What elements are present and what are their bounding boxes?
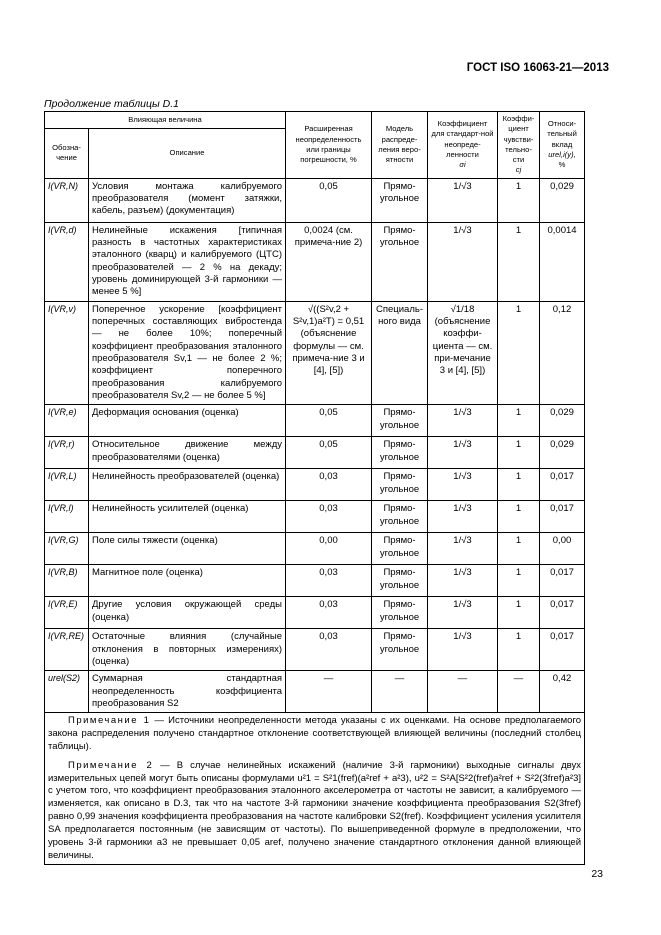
table-row [45,469,585,501]
table-row [45,437,585,469]
row-description: Поле силы тяжести (оценка) [89,533,286,565]
row-contribution: 0,017 [540,565,585,597]
row-contribution: 0,017 [540,597,585,629]
row-sensitivity: 1 [498,301,540,405]
row-uncertainty: 0,03 [286,629,372,671]
row-coefficient: √1/18 (объяснение коэффи-циента — см. при-мечание 3 и [4], [5]) [428,301,498,405]
header-contribution: Относи-тельный вклад urel,i(y), % [540,112,585,179]
row-model: Прямо-угольное [372,597,428,629]
notes-block [45,713,585,865]
row-coefficient: 1/√3 [428,597,498,629]
row-model: Прямо-угольное [372,437,428,469]
row-model: — [372,671,428,713]
row-symbol: I(VR,L) [45,469,89,501]
row-contribution: 0,017 [540,469,585,501]
row-model: Прямо-угольное [372,178,428,222]
row-description: Деформация основания (оценка) [89,405,286,437]
row-contribution: 0,017 [540,629,585,671]
table-row [45,178,585,222]
row-description: Нелинейность усилителей (оценка) [89,501,286,533]
header-sensitivity: Коэффи-циент чувстви-тельно-сти cj [498,112,540,179]
document-id: ГОСТ ISO 16063-21—2013 [466,62,609,74]
row-uncertainty: √((S²v,2 + S²v,1)a²T) = 0,51 (объяснение формулы — см. примеча-ние 3 и [4], [5]) [286,301,372,405]
row-symbol: urel(S2) [45,671,89,713]
row-coefficient: 1/√3 [428,437,498,469]
row-coefficient: 1/√3 [428,222,498,301]
row-sensitivity: 1 [498,501,540,533]
row-contribution: 0,029 [540,178,585,222]
row-symbol: I(VR,B) [45,565,89,597]
header-coef-std: Коэффициент для стандарт-ной неопреде-ленности σi [428,112,498,179]
row-uncertainty: 0,03 [286,597,372,629]
row-description: Нелинейные искажения [типичная разность в частотных характеристиках эталонного (кварц) и калибруемого (ЦТС) преобразователей — 2 % на декаду; уровень доминирующей 3-й гармоники — менее 5 %] [89,222,286,301]
row-model: Прямо-угольное [372,629,428,671]
row-coefficient: — [428,671,498,713]
row-uncertainty: 0,0024 (см. примеча-ние 2) [286,222,372,301]
table-row [45,629,585,671]
row-contribution: 0,017 [540,501,585,533]
header-symbol: Обозна-чение [45,129,89,178]
uncertainty-table [44,111,585,865]
row-sensitivity: 1 [498,437,540,469]
table-row [45,533,585,565]
row-symbol: I(VR,v) [45,301,89,405]
row-description: Суммарная стандартная неопределенность коэффициента преобразования S2 [89,671,286,713]
row-coefficient: 1/√3 [428,501,498,533]
row-uncertainty: 0,03 [286,565,372,597]
row-sensitivity: 1 [498,178,540,222]
row-coefficient: 1/√3 [428,405,498,437]
header-influence: Влияющая величина [45,112,286,129]
row-contribution: 0,0014 [540,222,585,301]
row-model: Прямо-угольное [372,469,428,501]
row-symbol: I(VR,l) [45,501,89,533]
row-model: Прямо-угольное [372,501,428,533]
row-contribution: 0,029 [540,405,585,437]
row-model: Прямо-угольное [372,222,428,301]
row-symbol: I(VR,r) [45,437,89,469]
row-uncertainty: 0,05 [286,405,372,437]
row-symbol: I(VR,RE) [45,629,89,671]
row-sensitivity: — [498,671,540,713]
table-row [45,405,585,437]
row-contribution: 0,00 [540,533,585,565]
note-1: Примечание 1 — Источники неопределенности метода указаны с их оценками. На основе предполагаемого закона распределения получено стандартное отклонение соответствующей влияющей величины (последний столбец таблицы). [48,715,582,752]
row-model: Прямо-угольное [372,533,428,565]
row-sensitivity: 1 [498,629,540,671]
row-coefficient: 1/√3 [428,469,498,501]
row-uncertainty: 0,03 [286,501,372,533]
row-description: Поперечное ускорение [коэффициент поперечных составляющих вибростенда — не более 10%; поперечный коэффициент преобразования эталонного преобразователя Sv,1 — не более 2 %; коэффициент поперечного преобразования калибруемого преобразователя Sv,2 — не более 5 %] [89,301,286,405]
row-description: Остаточные влияния (случайные отклонения в повторных измерениях) (оценка) [89,629,286,671]
header-uncertainty: Расширенная неопределенность или границы погрешности, % [286,112,372,179]
row-coefficient: 1/√3 [428,178,498,222]
row-sensitivity: 1 [498,405,540,437]
row-model: Прямо-угольное [372,565,428,597]
header-model: Модель распреде-ления веро-ятности [372,112,428,179]
row-uncertainty: 0,05 [286,437,372,469]
row-contribution: 0,029 [540,437,585,469]
row-symbol: I(VR,N) [45,178,89,222]
row-description: Другие условия окружающей среды (оценка) [89,597,286,629]
table-row [45,301,585,405]
row-uncertainty: 0,00 [286,533,372,565]
table-row [45,565,585,597]
row-coefficient: 1/√3 [428,533,498,565]
row-sensitivity: 1 [498,565,540,597]
table-row [45,222,585,301]
header-description: Описание [89,129,286,178]
row-description: Магнитное поле (оценка) [89,565,286,597]
row-model: Прямо-угольное [372,405,428,437]
note-2: Примечание 2 — В случае нелинейных искажений (наличие 3-й гармоники) выходные сигналы двух измерительных цепей могут быть описаны формулами u²1 = S²1(fref)(a²ref + a²3), u²2 = S²A[S²2(fref)a²ref + S²2(3fref)a²3] с учетом того, что коэффициент преобразования эталонного акселерометра от частоты не зависит, а калибруемого — изменяется, как описано в D.3, так что на частоте 3-й гармоники значение коэффициента преобразования S2(3fref) равно 0,99 значения коэффициента преобразования на частоте калибровки S2(fref). Коэффициент усиления усилителя SA предполагается постоянным (не зависящим от частоты). По вышеприведенной формуле в предположении, что уровень 3-й гармоники a3 не превышает 0,05 aref, получено значение стандартного отклонения данной влияющей величины. [48,759,582,861]
row-sensitivity: 1 [498,222,540,301]
table-row [45,501,585,533]
row-symbol: I(VR,d) [45,222,89,301]
table-row [45,597,585,629]
row-coefficient: 1/√3 [428,565,498,597]
row-sensitivity: 1 [498,469,540,501]
row-contribution: 0,12 [540,301,585,405]
row-symbol: I(VR,G) [45,533,89,565]
table-caption: Продолжение таблицы D.1 [44,98,179,110]
table-row [45,671,585,713]
row-uncertainty: 0,03 [286,469,372,501]
row-symbol: I(VR,e) [45,405,89,437]
row-description: Относительное движение между преобразователями (оценка) [89,437,286,469]
page-number: 23 [591,868,603,880]
row-model: Специаль-ного вида [372,301,428,405]
row-coefficient: 1/√3 [428,629,498,671]
row-uncertainty: 0,05 [286,178,372,222]
row-uncertainty: — [286,671,372,713]
row-description: Условия монтажа калибруемого преобразователя (момент затяжки, кабель, разъем) (документация) [89,178,286,222]
row-description: Нелинейность преобразователей (оценка) [89,469,286,501]
row-sensitivity: 1 [498,533,540,565]
row-symbol: I(VR,E) [45,597,89,629]
row-contribution: 0,42 [540,671,585,713]
row-sensitivity: 1 [498,597,540,629]
